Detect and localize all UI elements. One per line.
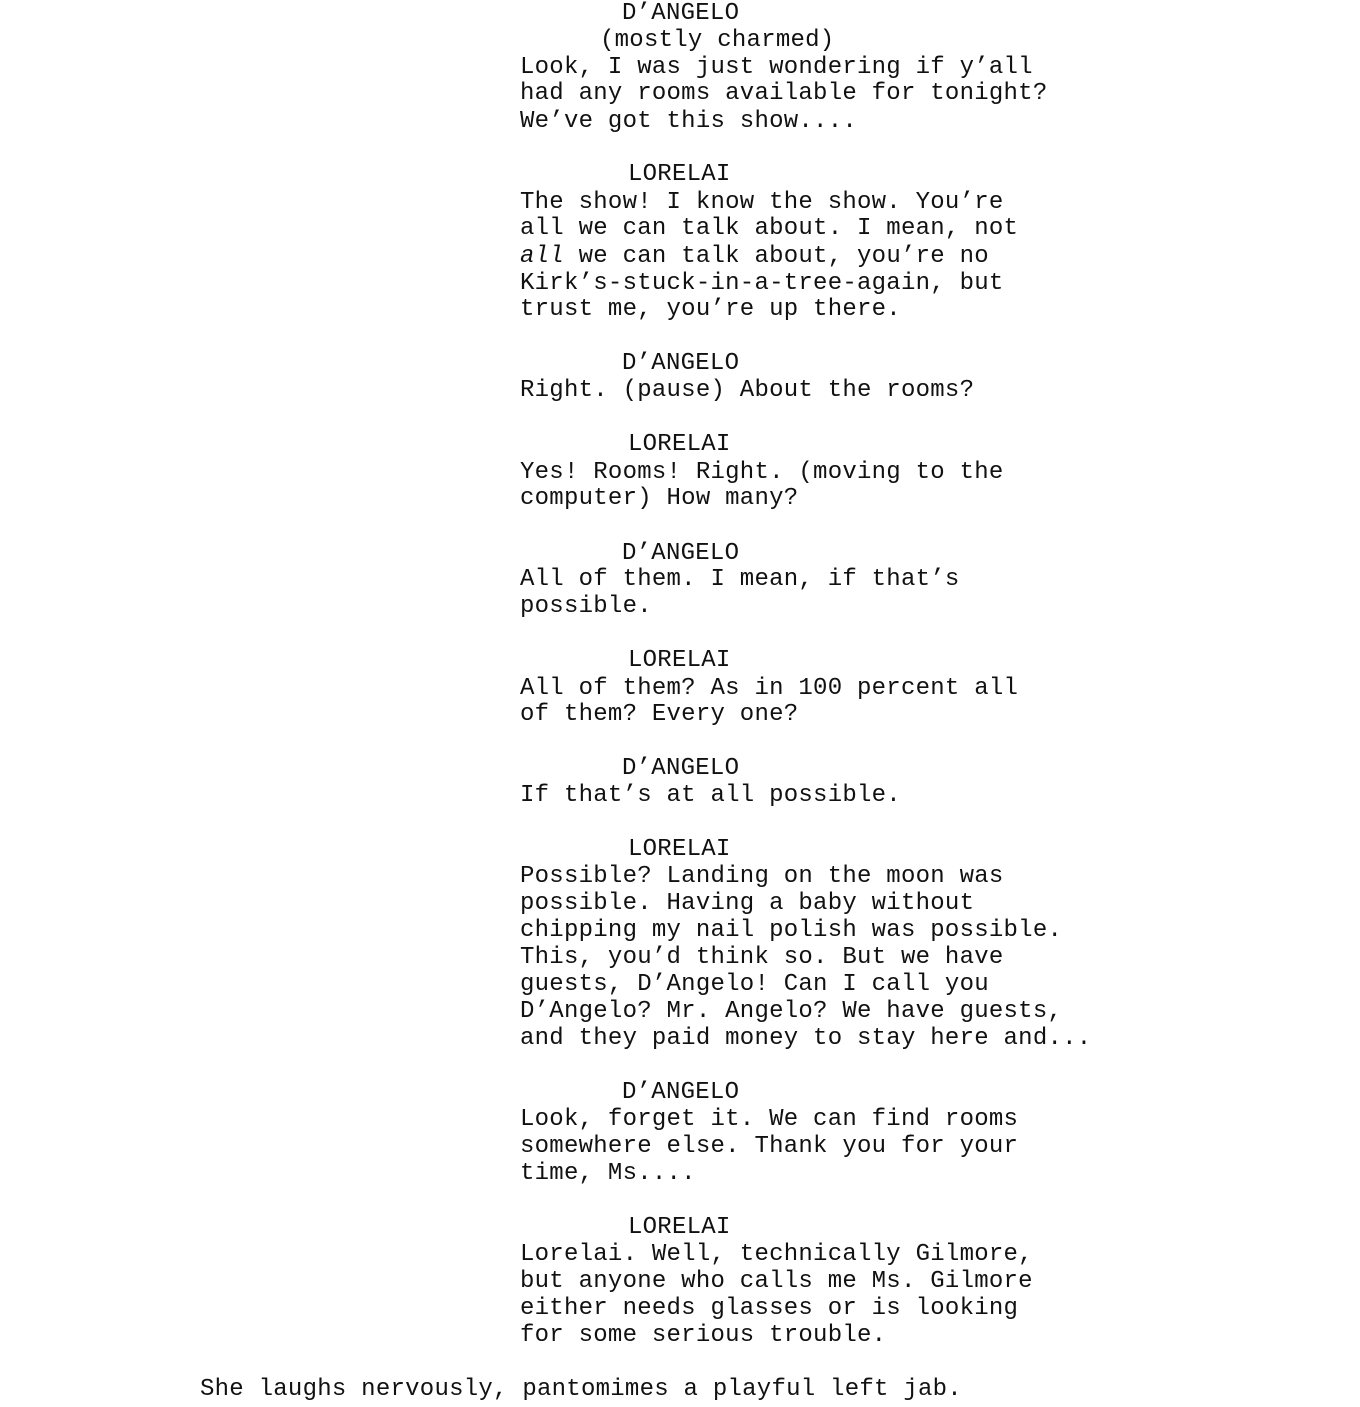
dialogue-line: Possible? Landing on the moon was: [520, 863, 1004, 890]
dialogue-line: and they paid money to stay here and...: [520, 1025, 1092, 1052]
dialogue-line: All of them? As in 100 percent all: [520, 675, 1019, 702]
character-name: D’ANGELO: [622, 350, 740, 377]
character-name: D’ANGELO: [622, 540, 740, 567]
dialogue-line: for some serious trouble.: [520, 1322, 887, 1349]
dialogue-line: but anyone who calls me Ms. Gilmore: [520, 1268, 1033, 1295]
dialogue-line-rest: we can talk about, you’re no: [563, 243, 989, 270]
dialogue-line: possible. Having a baby without: [520, 890, 975, 917]
dialogue-line: All of them. I mean, if that’s: [520, 566, 960, 593]
dialogue-line: Look, I was just wondering if y’all: [520, 54, 1033, 81]
dialogue-line: We’ve got this show....: [520, 108, 858, 135]
dialogue-line: possible.: [520, 593, 652, 620]
character-name: D’ANGELO: [622, 0, 740, 27]
character-name: D’ANGELO: [622, 755, 740, 782]
character-name: LORELAI: [628, 431, 731, 458]
dialogue-line: computer) How many?: [520, 485, 799, 512]
dialogue-line: had any rooms available for tonight?: [520, 80, 1048, 107]
action-line: She laughs nervously, pantomimes a playful left jab.: [200, 1376, 962, 1403]
dialogue-line: D’Angelo? Mr. Angelo? We have guests,: [520, 998, 1063, 1025]
dialogue-line: somewhere else. Thank you for your: [520, 1133, 1019, 1160]
dialogue-line: The show! I know the show. You’re: [520, 189, 1004, 216]
parenthetical: (mostly charmed): [600, 27, 835, 54]
character-name: LORELAI: [628, 1214, 731, 1241]
dialogue-line: of them? Every one?: [520, 701, 799, 728]
dialogue-line: chipping my nail polish was possible.: [520, 917, 1063, 944]
dialogue-line: all we can talk about. I mean, not: [520, 215, 1019, 242]
character-name: D’ANGELO: [622, 1079, 740, 1106]
dialogue-line: trust me, you’re up there.: [520, 296, 901, 323]
dialogue-line: This, you’d think so. But we have: [520, 944, 1004, 971]
dialogue-line: [520, 243, 989, 270]
dialogue-line: Kirk’s-stuck-in-a-tree-again, but: [520, 270, 1004, 297]
dialogue-line: time, Ms....: [520, 1160, 696, 1187]
character-name: LORELAI: [628, 836, 731, 863]
dialogue-line: guests, D’Angelo! Can I call you: [520, 971, 989, 998]
character-name: LORELAI: [628, 647, 731, 674]
character-name: LORELAI: [628, 161, 731, 188]
dialogue-line: either needs glasses or is looking: [520, 1295, 1019, 1322]
dialogue-line: Yes! Rooms! Right. (moving to the: [520, 459, 1004, 486]
emphasis-word: all: [520, 243, 564, 270]
dialogue-line: If that’s at all possible.: [520, 782, 901, 809]
dialogue-line: Right. (pause) About the rooms?: [520, 377, 975, 404]
dialogue-line: Look, forget it. We can find rooms: [520, 1106, 1019, 1133]
dialogue-line: Lorelai. Well, technically Gilmore,: [520, 1241, 1033, 1268]
